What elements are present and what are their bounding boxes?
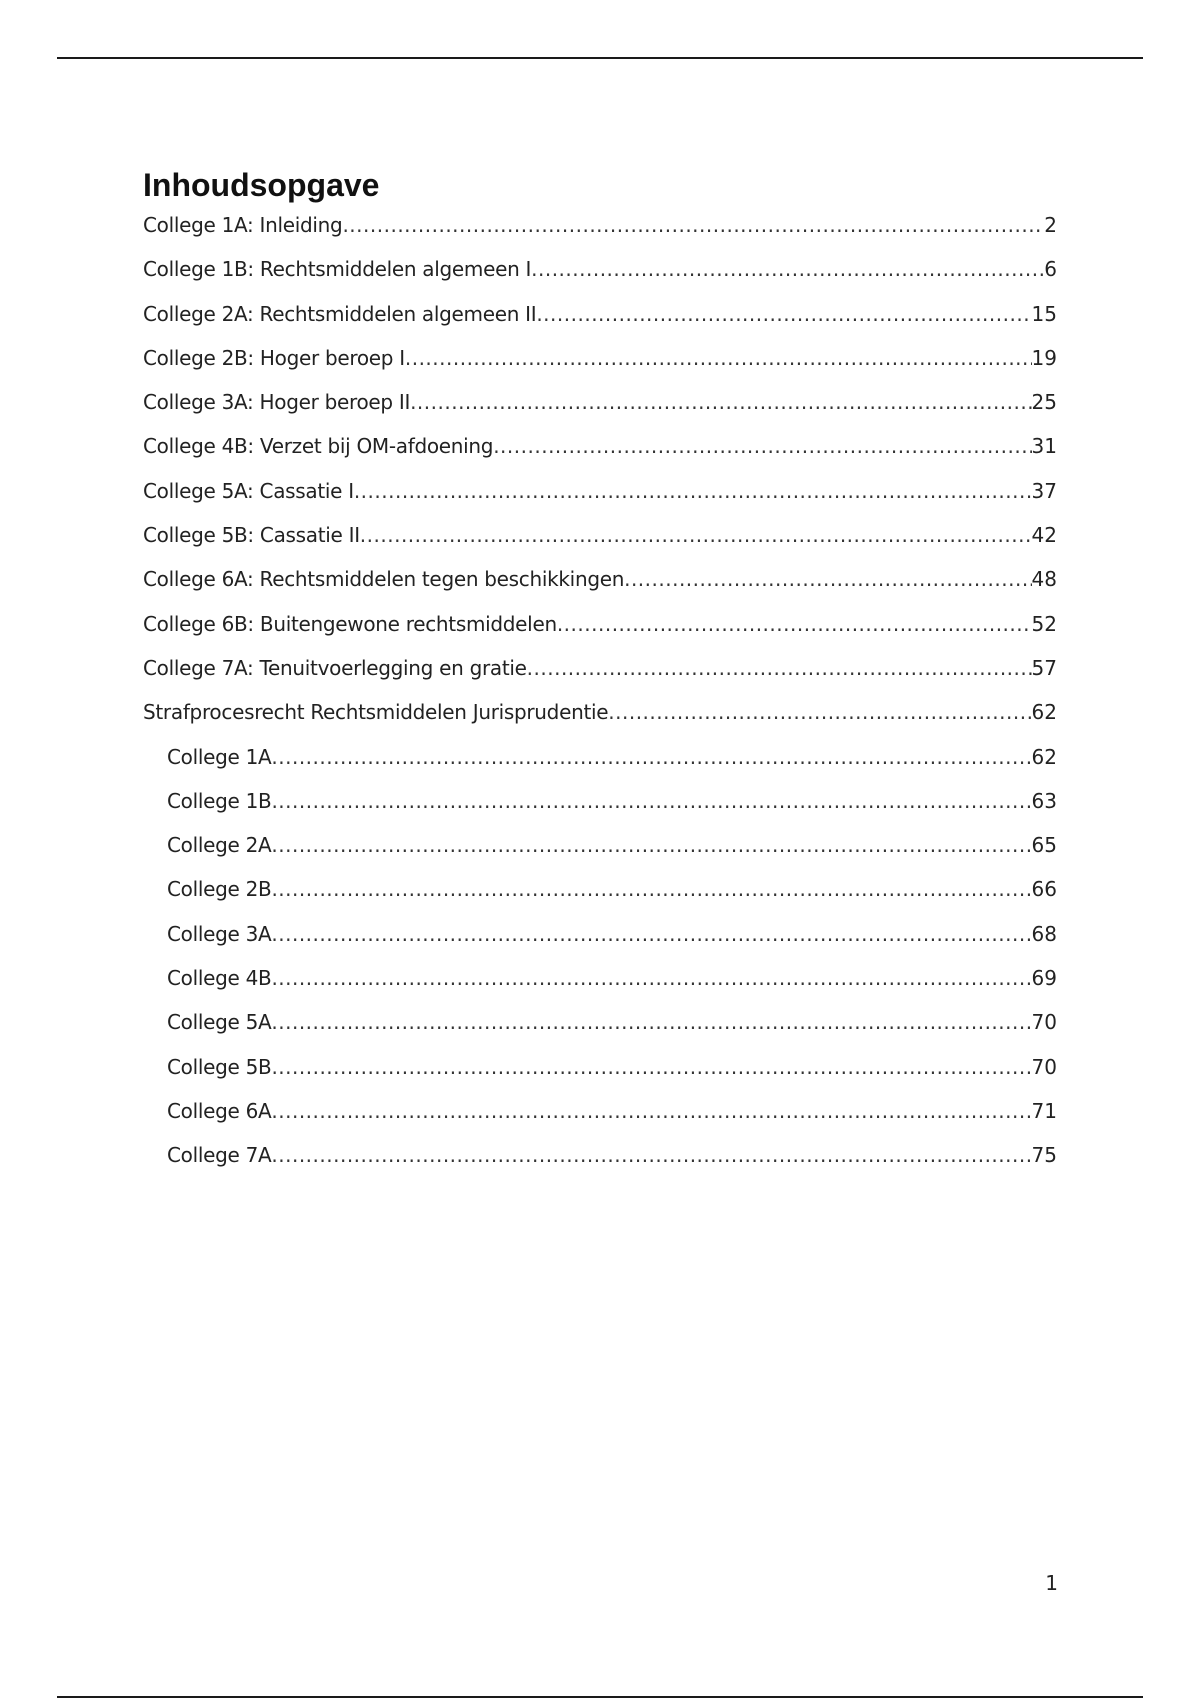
toc-section [143,163,1057,1188]
toc-entry-page-number: 31 [1031,434,1057,459]
toc-dot-leader [531,257,1044,281]
toc-entry-label: College 7A [167,1143,272,1168]
toc-entry-label: College 6A [167,1098,272,1123]
toc-dot-leader [271,1099,1031,1123]
toc-entry-page-number: 62 [1031,700,1057,725]
toc-entry-page-number: 48 [1031,567,1057,592]
toc-entry-label: Strafprocesrecht Rechtsmiddelen Jurisprudentie [143,700,609,725]
toc-subentry[interactable] [143,922,1057,966]
toc-entry-page-number: 62 [1031,744,1057,769]
toc-entry-label: College 1B: Rechtsmiddelen algemeen I [143,257,532,282]
page-number: 1 [1045,1571,1058,1595]
toc-entry-page-number: 42 [1031,523,1057,548]
page-bottom-rule [57,1696,1143,1698]
toc-dot-leader [271,833,1031,857]
toc-dot-leader [271,1055,1031,1079]
toc-entry-page-number: 69 [1031,966,1057,991]
toc-entry-page-number: 57 [1031,655,1057,680]
toc-entry-label: College 6A: Rechtsmiddelen tegen beschikkingen [143,567,625,592]
toc-entry[interactable] [143,302,1057,346]
toc-entry-label: College 7A: Tenuitvoerlegging en gratie [143,655,527,680]
toc-dot-leader [608,700,1031,724]
toc-entry-page-number: 52 [1031,611,1057,636]
toc-title: Inhoudsopgave [143,167,380,203]
toc-subentry[interactable] [143,1099,1057,1143]
toc-entry[interactable] [143,656,1057,700]
toc-entry-label: College 3A: Hoger beroep II [143,390,411,415]
toc-dot-leader [624,567,1031,591]
toc-dot-leader [271,745,1031,769]
toc-dot-leader [410,390,1031,414]
toc-entry-label: College 5B [167,1054,272,1079]
toc-subentry[interactable] [143,833,1057,877]
toc-subentry[interactable] [143,1143,1057,1187]
toc-entry-label: College 4B [167,966,272,991]
toc-entry[interactable] [143,390,1057,434]
toc-entry-label: College 2B [167,877,272,902]
toc-dot-leader [271,1143,1031,1167]
toc-dot-leader [271,1010,1031,1034]
toc-dot-leader [354,479,1032,503]
toc-entry-label: College 1B [167,788,272,813]
toc-entry[interactable] [143,523,1057,567]
toc-entry-page-number: 71 [1031,1098,1057,1123]
toc-entry[interactable] [143,434,1057,478]
toc-subentry[interactable] [143,745,1057,789]
toc-subentry[interactable] [143,1010,1057,1054]
toc-entry[interactable] [143,700,1057,744]
toc-entry[interactable] [143,346,1057,390]
toc-entry-page-number: 70 [1031,1010,1057,1035]
toc-entry[interactable] [143,213,1057,257]
toc-entry-label: College 2A: Rechtsmiddelen algemeen II [143,301,537,326]
toc-list [143,213,1057,1188]
toc-entry-label: College 2B: Hoger beroep I [143,345,405,370]
toc-dot-leader [493,434,1031,458]
toc-dot-leader [271,877,1031,901]
toc-entry-page-number: 70 [1031,1054,1057,1079]
toc-dot-leader [271,966,1031,990]
toc-dot-leader [360,523,1032,547]
toc-entry[interactable] [143,567,1057,611]
toc-dot-leader [536,302,1031,326]
toc-entry-label: College 5A [167,1010,272,1035]
toc-subentry[interactable] [143,966,1057,1010]
toc-entry-page-number: 15 [1031,301,1057,326]
toc-entry-page-number: 65 [1031,833,1057,858]
toc-entry-label: College 5B: Cassatie II [143,523,360,548]
toc-dot-leader [342,213,1044,237]
toc-dot-leader [557,612,1032,636]
toc-entry-page-number: 6 [1044,257,1057,282]
toc-entry-page-number: 68 [1031,921,1057,946]
toc-entry-label: College 1A [167,744,272,769]
toc-entry-label: College 1A: Inleiding [143,213,343,237]
toc-entry-label: College 2A [167,833,272,858]
toc-entry-page-number: 37 [1031,478,1057,503]
toc-entry-page-number: 2 [1044,213,1057,237]
toc-subentry[interactable] [143,877,1057,921]
toc-entry-page-number: 66 [1031,877,1057,902]
toc-dot-leader [271,789,1031,813]
toc-subentry[interactable] [143,789,1057,833]
toc-entry[interactable] [143,479,1057,523]
toc-dot-leader [527,656,1032,680]
toc-dot-leader [405,346,1032,370]
toc-entry-page-number: 25 [1031,390,1057,415]
page-top-rule [57,57,1143,59]
toc-dot-leader [271,922,1031,946]
toc-entry-label: College 5A: Cassatie I [143,478,354,503]
toc-entry-page-number: 63 [1031,788,1057,813]
toc-entry-label: College 4B: Verzet bij OM-afdoening [143,434,494,459]
toc-entry-label: College 3A [167,921,272,946]
toc-entry-label: College 6B: Buitengewone rechtsmiddelen [143,611,557,636]
toc-entry[interactable] [143,612,1057,656]
toc-entry[interactable] [143,257,1057,301]
toc-subentry[interactable] [143,1055,1057,1099]
toc-entry-page-number: 75 [1031,1143,1057,1168]
toc-entry-page-number: 19 [1031,345,1057,370]
